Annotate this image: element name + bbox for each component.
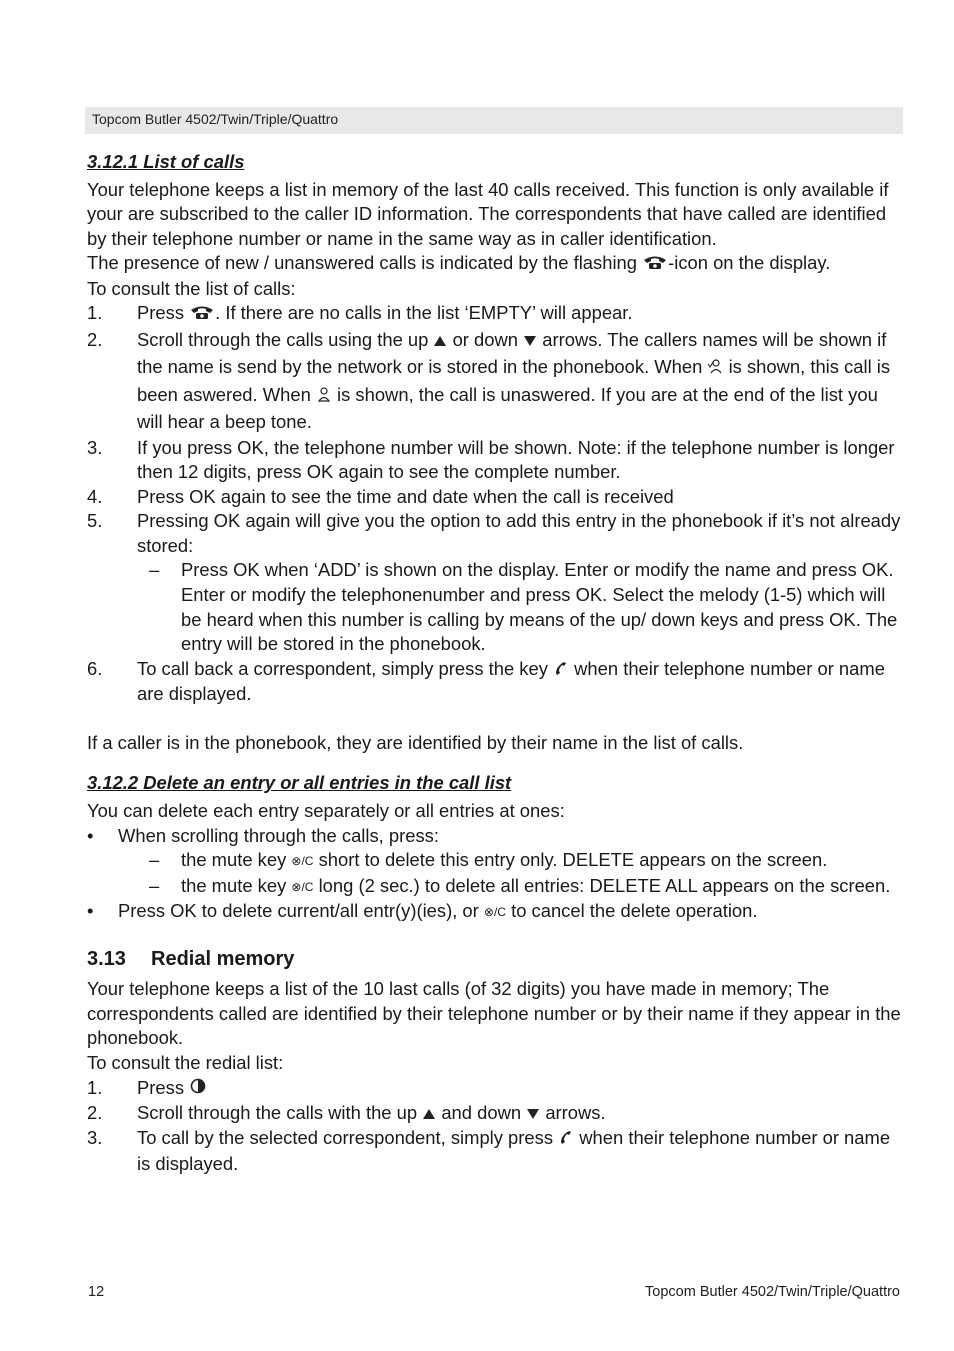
page-content	[87, 150, 903, 1176]
heading-3-13: 3.13 Redial memory	[87, 947, 295, 970]
sub-list-item: – the mute key ⊗/C short to delete this entry only. DELETE appears on the screen.	[87, 848, 903, 873]
mute-key-icon: ⊗/C	[291, 854, 314, 869]
heading-3-12-2: 3.12.2 Delete an entry or all entries in the call list	[87, 772, 512, 794]
list-item: 2. Scroll through the calls using the up or down arrows. The callers names will be shown if the name is send by the network or is stored in the phonebook. When is shown, this call is been aswered. When is shown, the call is unaswered. If you are at the end of the list you will hear a beep tone.	[87, 328, 891, 433]
page-number: 12	[88, 1284, 105, 1300]
delete-intro: You can delete each entry separately or all entries at ones:	[87, 800, 565, 822]
list-item: 3. To call by the selected correspondent, simply press when their telephone number or name is displayed.	[87, 1127, 891, 1174]
list-of-calls-closing: If a caller is in the phonebook, they are identified by their name in the list of calls.	[87, 731, 744, 753]
bullet-item: • Press OK to delete current/all entr(y)(ies), or ⊗/C to cancel the delete operation.	[87, 899, 903, 924]
mute-key-icon: ⊗/C	[483, 904, 506, 919]
redial-icon	[189, 1076, 207, 1101]
list-of-calls-intro: Your telephone keeps a list in memory of the last 40 calls received. This function is only available if your are subscribed to the caller ID information. The correspondents that have called are identified by their telephone number or name in the same way as in caller identification.	[87, 178, 889, 249]
mute-key-icon: ⊗/C	[291, 879, 314, 894]
header-bar	[85, 107, 903, 134]
bullet-item: • When scrolling through the calls, press:	[87, 824, 439, 846]
talk-key-icon	[553, 658, 569, 683]
phone-icon	[642, 252, 668, 277]
header-title: Topcom Butler 4502/Twin/Triple/Quattro	[92, 111, 339, 127]
footer-title: Topcom Butler 4502/Twin/Triple/Quattro	[645, 1284, 900, 1300]
up-arrow-icon	[422, 1102, 436, 1127]
up-arrow-icon	[433, 328, 447, 355]
list-item: 5. Pressing OK again will give you the option to add this entry in the phonebook if it’s not already stored:	[87, 510, 901, 556]
phone-icon	[189, 302, 215, 327]
redial-consult: To consult the redial list:	[87, 1051, 284, 1073]
redial-intro: Your telephone keeps a list of the 10 last calls (of 32 digits) you have made in memory; The correspondents called are identified by their telephone number or by their name if they appear in the phonebook.	[87, 978, 901, 1049]
list-item: 3. If you press OK, the telephone number will be shown. Note: if the telephone number is longer then 12 digits, press OK again to see the complete number.	[87, 436, 895, 483]
down-arrow-icon	[526, 1102, 540, 1127]
list-item: 4. Press OK again to see the time and date when the call is received	[87, 485, 674, 507]
sub-list-item: – Press OK when ‘ADD’ is shown on the display. Enter or modify the name and press OK. Enter or modify the telephonenumber and press OK. Select the melody (1-5) which will be heard when this number is calling by means of the up/ down keys and press OK. The entry will be stored in the phonebook.	[149, 559, 898, 655]
consult-text: To consult the list of calls:	[87, 277, 296, 299]
list-item: 1. Press . If there are no calls in the list ‘EMPTY’ will appear.	[87, 301, 903, 326]
answered-call-icon	[707, 355, 723, 382]
list-item: 6. To call back a correspondent, simply press the key when their telephone number or name are displayed.	[87, 657, 885, 705]
down-arrow-icon	[523, 328, 537, 355]
list-item: 2. Scroll through the calls with the up and down arrows.	[87, 1101, 903, 1126]
unanswered-call-icon	[316, 383, 332, 410]
presence-text: The presence of new / unanswered calls is indicated by the flashing -icon on the display.	[87, 251, 903, 276]
heading-3-12-1: 3.12.1 List of calls	[87, 151, 245, 172]
sub-list-item: – the mute key ⊗/C long (2 sec.) to delete all entries: DELETE ALL appears on the screen.	[87, 874, 903, 899]
list-item: 1. Press	[87, 1076, 903, 1101]
talk-key-icon	[558, 1127, 574, 1152]
